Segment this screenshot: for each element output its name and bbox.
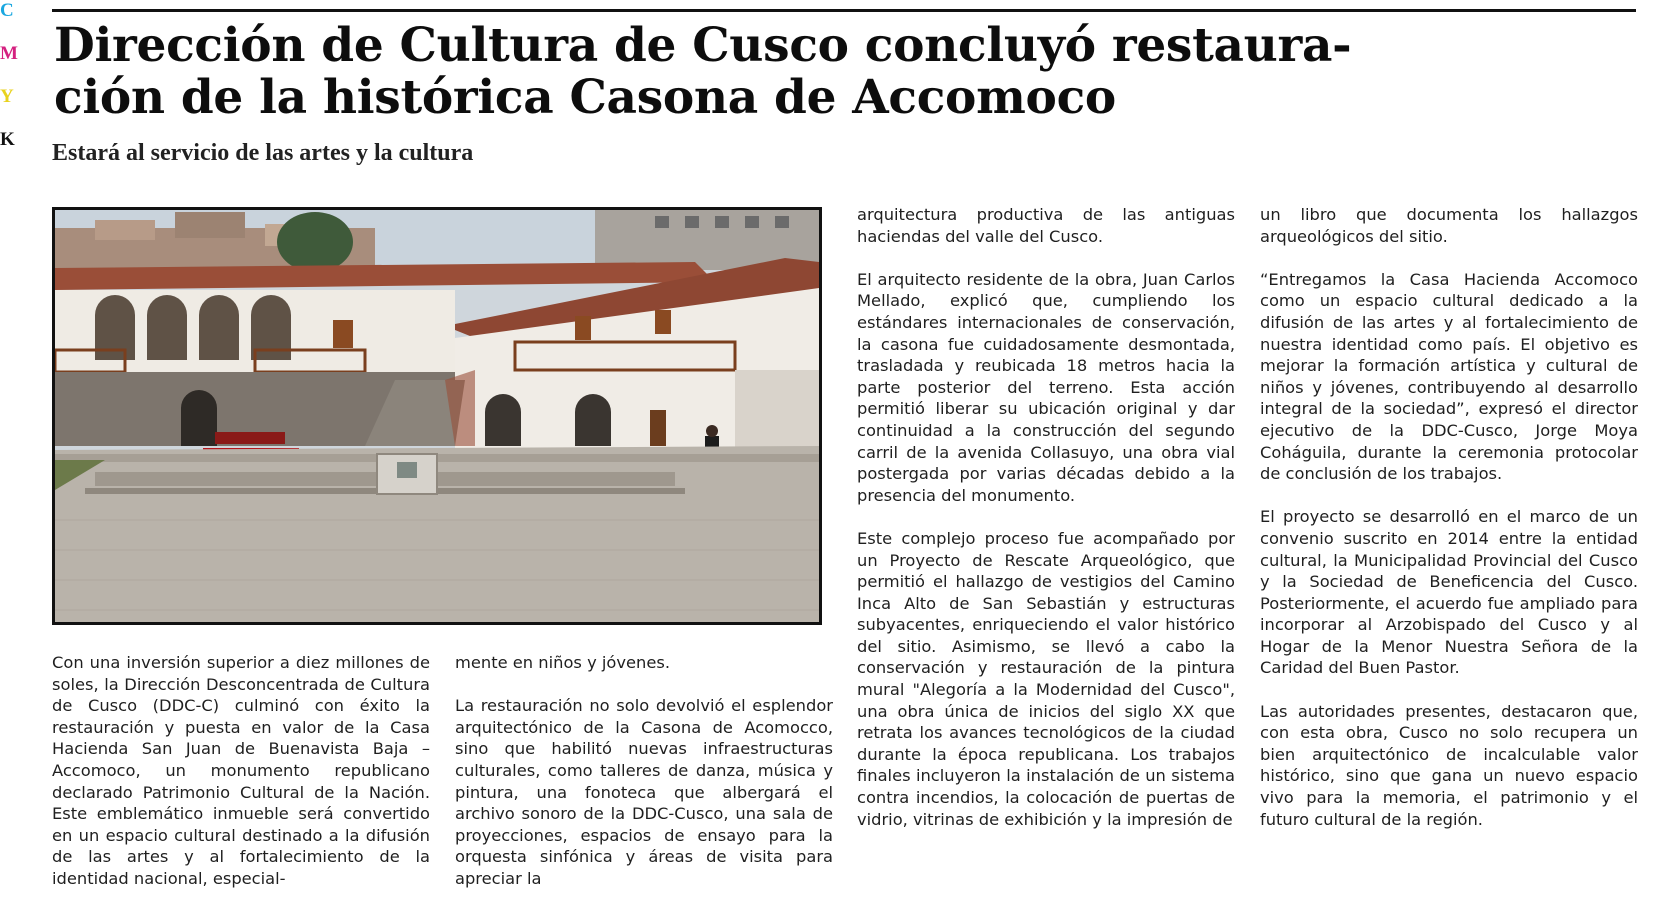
- col4-paragraph-3: El proyecto se desarrolló en el marco de un convenio suscrito en 2014 entre la entidad cultural, la Municipalidad Provincial del Cusco y la Sociedad de Beneficencia del Cusco. Posteriormente, el acuerdo fue ampliado para incorporar al Arzobispado del Cusco y al Hogar de la Menor Nuestra Señora de la Caridad del Buen Pastor.: [1260, 507, 1638, 678]
- headline-line-1: Dirección de Cultura de Cusco concluyó restaura-: [54, 18, 1352, 73]
- col3-paragraph-1: arquitectura productiva de las antiguas haciendas del valle del Cusco.: [857, 205, 1235, 246]
- col4-paragraph-2: “Entregamos la Casa Hacienda Accomoco como un espacio cultural dedicado a la difusión de las artes y al fortalecimiento de nuestra identidad como país. El objetivo es mejorar la formación artística y cultural de niños y jóvenes, contribuyendo al desarrollo integral de la sociedad”, expresó el director ejecutivo de la DDC-Cusco, Jorge Moya Coháguila, durante la ceremonia protocolar de conclusión de los trabajos.: [1260, 269, 1638, 484]
- col4-paragraph-4: Las autoridades presentes, destacaron que, con esta obra, Cusco no solo recupera un bien arquitectónico de incalculable valor histórico, sino que gana un nuevo espacio vivo para la memoria, el patrimonio y el futuro cultural de la región.: [1260, 701, 1638, 829]
- col4-paragraph-1: un libro que documenta los hallazgos arqueológicos del sitio.: [1260, 205, 1638, 246]
- cmyk-mark-y: Y: [0, 86, 14, 107]
- col3-paragraph-2: El arquitecto residente de la obra, Juan Carlos Mellado, explicó que, cumpliendo los estándares internacionales de conservación, la casona fue cuidadosamente desmontada, trasladada y reubicada 18 metros hacia la parte posterior del terreno. Esta acción permitió liberar su ubicación original y dar continuidad a la construcción del segundo carril de la avenida Collasuyo, una obra vial postergada por varias décadas debido a la presencia del monumento.: [857, 269, 1235, 505]
- col1-paragraph-1: Con una inversión superior a diez millones de soles, la Dirección Desconcentrada de Cultura de Cusco (DDC-C) culminó con éxito la restauración y puesta en valor de la Casa Hacienda San Juan de Buenavista Baja – Accomoco, un monumento republicano declarado Patrimonio Cultural de la Nación. Este emblemático inmueble será convertido en un espacio cultural destinado a la difusión de las artes y al fortalecimiento de la identidad nacional, especial-: [52, 653, 430, 888]
- cmyk-registration-marks: [0, 0, 24, 172]
- text-column-2: [455, 652, 833, 890]
- article-headline: [54, 20, 1644, 124]
- col2-paragraph-1: mente en niños y jóvenes.: [455, 653, 671, 672]
- photo-tree: [277, 212, 353, 272]
- text-column-4: [1260, 204, 1638, 830]
- col2-paragraph-2: La restauración no solo devolvió el esplendor arquitectónico de la Casona de Acomocco, sino que habilitó nuevas infraestructuras culturales, como talleres de danza, música y pintura, una fonoteca que albergará el archivo sonoro de la DDC-Cusco, una sala de proyecciones, espacios de ensayo para la orquesta sinfónica y áreas de visita para apreciar la: [455, 696, 833, 888]
- col3-paragraph-3: Este complejo proceso fue acompañado por un Proyecto de Rescate Arqueológico, que permitió el hallazgo de vestigios del Camino Inca Alto de San Sebastián y estructuras subyacentes, enriqueciendo el valor histórico del sitio. Asimismo, se llevó a cabo la conservación y restauración de la pintura mural "Alegoría a la Modernidad del Cusco", una obra única de inicios del siglo XX que retrata los avances tecnológicos de la ciudad durante la época republicana. Los trabajos finales incluyeron la instalación de un sistema contra incendios, la colocación de puertas de vidrio, vitrinas de exhibición y la impresión de: [857, 528, 1235, 829]
- article-photo-casona-accomoco: [52, 207, 822, 625]
- headline-line-2: ción de la histórica Casona de Accomoco: [54, 70, 1116, 125]
- text-column-1: [52, 652, 430, 890]
- top-rule: [52, 9, 1636, 12]
- text-column-3: [857, 204, 1235, 830]
- cmyk-mark-m: M: [0, 43, 18, 64]
- cmyk-mark-k: K: [0, 129, 15, 150]
- article-subtitle: Estará al servicio de las artes y la cultura: [52, 140, 474, 166]
- photo-illustration: [55, 210, 819, 622]
- cmyk-mark-c: C: [0, 0, 14, 21]
